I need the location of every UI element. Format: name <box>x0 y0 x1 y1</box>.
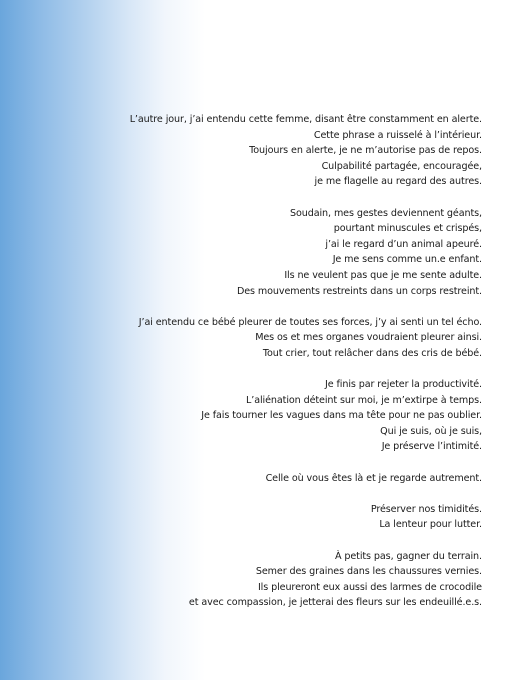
poem-line: Cette phrase a ruisselé à l’intérieur. <box>313 129 482 141</box>
poem-line: et avec compassion, je jetterai des fleurs sur les endeuillé.e.s. <box>188 597 482 609</box>
stanza-4 <box>82 377 482 455</box>
poem-line: Je préserve l’intimité. <box>381 441 482 453</box>
poem-line: J’ai entendu ce bébé pleurer de toutes ses forces, j’y ai senti un tel écho. <box>138 316 482 328</box>
poem-line: Celle où vous êtes là et je regarde autrement. <box>265 472 482 484</box>
poem <box>82 112 482 627</box>
poem-line: Qui je suis, où je suis, <box>380 425 482 437</box>
poem-line: Toujours en alerte, je ne m’autorise pas de repos. <box>249 145 482 157</box>
poem-line: Soudain, mes gestes deviennent géants, <box>289 207 482 219</box>
poem-line: je me flagelle au regard des autres. <box>314 176 482 188</box>
poem-line: Des mouvements restreints dans un corps restreint. <box>236 285 482 297</box>
poem-line: Je me sens comme un.e enfant. <box>332 254 482 266</box>
poem-line: Ils ne veulent pas que je me sente adulte. <box>284 269 482 281</box>
poem-line: La lenteur pour lutter. <box>379 519 482 531</box>
poem-line: Culpabilité partagée, encouragée, <box>321 160 482 172</box>
stanza-1 <box>82 112 482 190</box>
stanza-5 <box>82 471 482 487</box>
poem-line: pourtant minuscules et crispés, <box>333 223 482 235</box>
poem-line: Semer des graines dans les chaussures vernies. <box>255 566 482 578</box>
poem-line: Je fais tourner les vagues dans ma tête pour ne pas oublier. <box>201 410 482 422</box>
stanza-3 <box>82 315 482 362</box>
poem-line: Ils pleureront eux aussi des larmes de crocodile <box>257 581 482 593</box>
poem-line: Mes os et mes organes voudraient pleurer ainsi. <box>255 332 482 344</box>
stanza-7 <box>82 549 482 611</box>
poem-line: L’autre jour, j’ai entendu cette femme, disant être constamment en alerte. <box>129 114 482 125</box>
poem-line: Je finis par rejeter la productivité. <box>325 379 482 391</box>
poem-line: Tout crier, tout relâcher dans des cris de bébé. <box>262 347 482 359</box>
poem-line: L’aliénation déteint sur moi, je m’extirpe à temps. <box>246 394 482 406</box>
stanza-2 <box>82 206 482 300</box>
poem-line: Préserver nos timidités. <box>370 503 482 515</box>
poem-line: j’ai le regard d’un animal apeuré. <box>325 238 482 250</box>
stanza-6 <box>82 502 482 533</box>
poem-line: À petits pas, gagner du terrain. <box>334 550 482 562</box>
